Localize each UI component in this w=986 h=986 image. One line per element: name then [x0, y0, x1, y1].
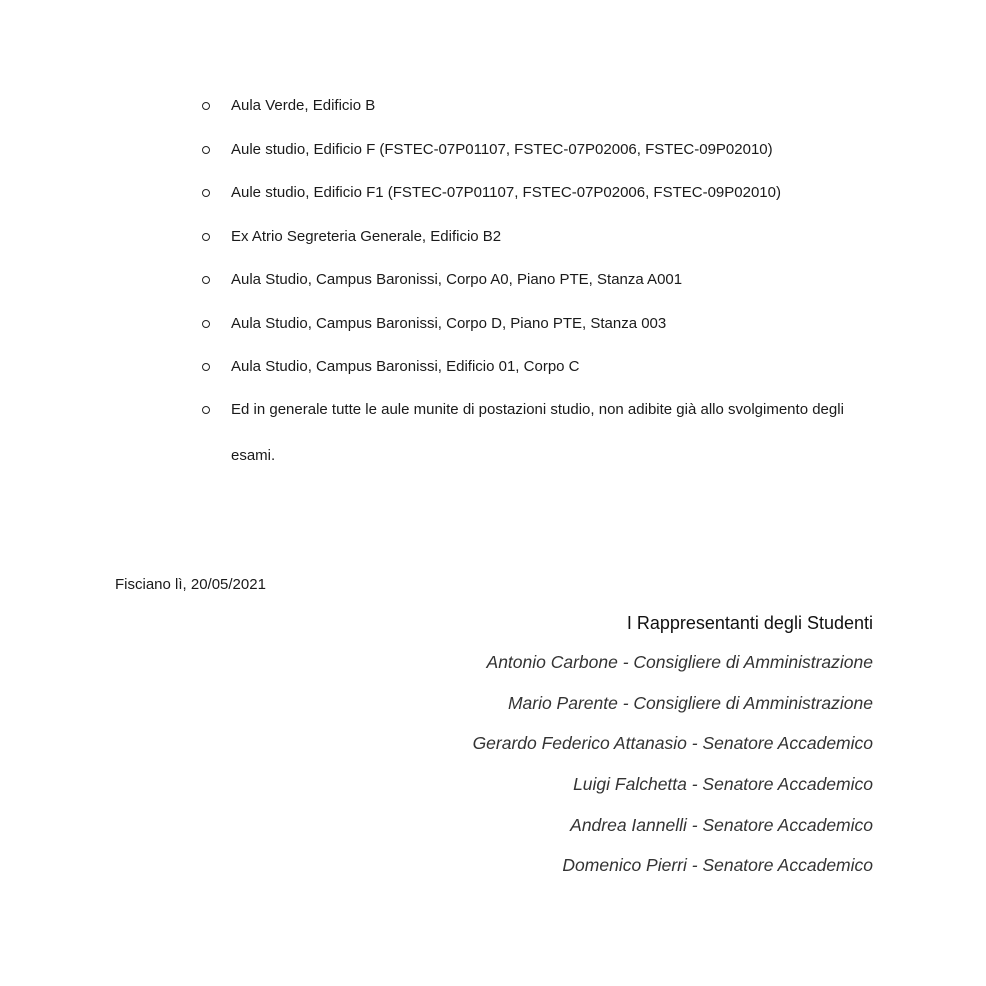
list-item	[200, 355, 890, 378]
list-item	[200, 94, 890, 117]
study-rooms-list	[200, 94, 890, 499]
hollow-bullet-icon	[202, 363, 210, 371]
list-item-text: Aula Studio, Campus Baronissi, Corpo A0, Piano PTE, Stanza A001	[231, 271, 683, 288]
list-item-text: Aula Verde, Edificio B	[231, 97, 376, 114]
hollow-bullet-icon	[202, 233, 210, 241]
list-item-text: Ex Atrio Segreteria Generale, Edificio B2	[231, 227, 502, 245]
list-item-text: Aule studio, Edificio F (FSTEC-07P01107, FSTEC-07P02006, FSTEC-09P02010)	[231, 140, 773, 158]
hollow-bullet-icon	[202, 320, 210, 328]
signatory-name: Gerardo Federico Attanasio - Senatore Accademico	[472, 733, 873, 754]
list-item	[200, 268, 890, 291]
list-item	[200, 181, 890, 204]
hollow-bullet-icon	[202, 102, 210, 110]
list-item	[200, 312, 890, 335]
signatory-name: Domenico Pierri - Senatore Accademico	[562, 855, 873, 876]
signatory-list	[473, 650, 873, 877]
list-item	[200, 387, 890, 479]
signatory-name: Antonio Carbone - Consigliere di Amministrazione	[486, 652, 873, 672]
list-item-text: Aula Studio, Campus Baronissi, Corpo D, Piano PTE, Stanza 003	[231, 314, 667, 332]
hollow-bullet-icon	[202, 406, 210, 414]
signatory-name: Andrea Iannelli - Senatore Accademico	[570, 814, 873, 835]
signatory-name: Mario Parente - Consigliere di Amministrazione	[507, 692, 873, 713]
signature-heading: I Rappresentanti degli Studenti	[626, 613, 873, 633]
signatory-name: Luigi Falchetta - Senatore Accademico	[573, 774, 873, 795]
list-item	[200, 225, 890, 248]
list-item-text: Aule studio, Edificio F1 (FSTEC-07P01107, FSTEC-07P02006, FSTEC-09P02010)	[231, 184, 781, 201]
hollow-bullet-icon	[202, 146, 210, 154]
hollow-bullet-icon	[202, 276, 210, 284]
place-and-date: Fisciano lì, 20/05/2021	[115, 576, 266, 593]
list-item	[200, 138, 890, 161]
hollow-bullet-icon	[202, 189, 210, 197]
list-item-text: Ed in generale tutte le aule munite di postazioni studio, non adibite già allo svolgimento degli esami.	[231, 400, 844, 464]
signature-block	[473, 610, 873, 894]
list-item-text: Aula Studio, Campus Baronissi, Edificio 01, Corpo C	[231, 358, 580, 375]
